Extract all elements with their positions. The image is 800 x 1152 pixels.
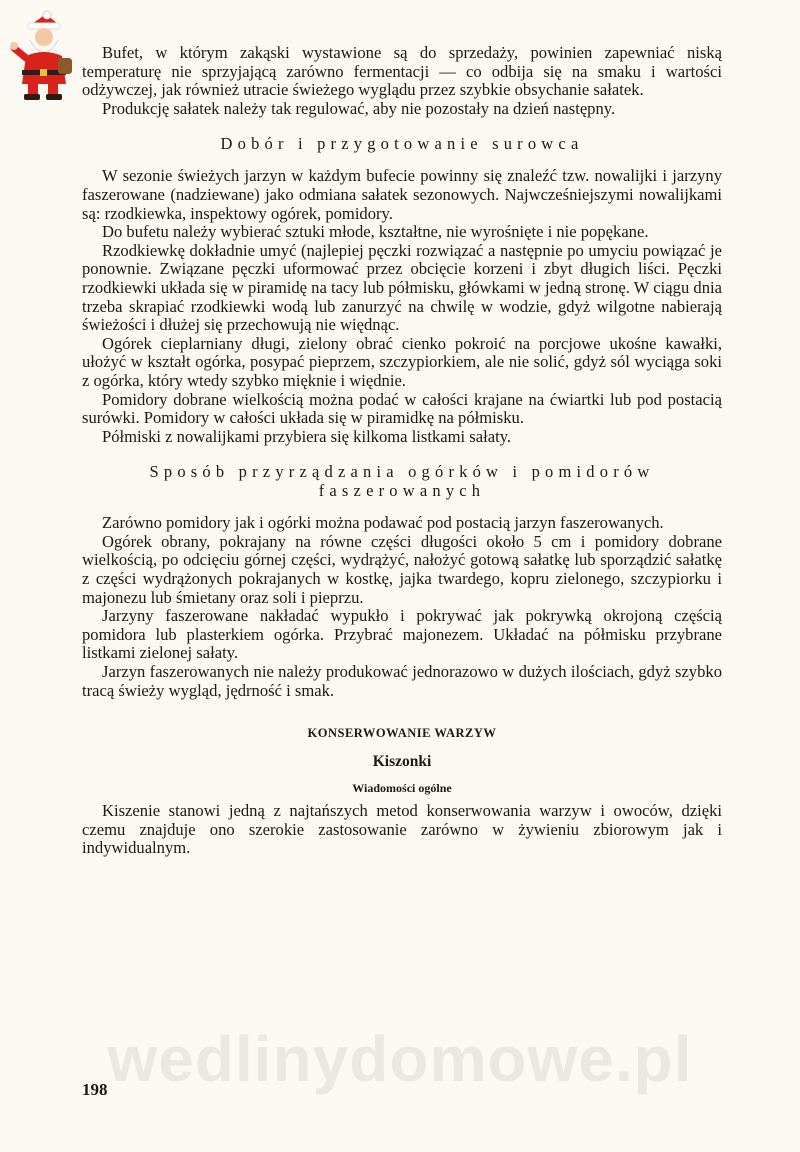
page-content xyxy=(82,44,722,858)
paragraph: Jarzyny faszerowane nakładać wypukło i pokrywać jak pokrywką okrojoną częścią pomidora lub plasterkiem ogórka. Przybrać majonezem. Układać na półmisku przybrane listkami zielonej sałaty. xyxy=(82,606,722,663)
paragraph: Bufet, w którym zakąski wystawione są do sprzedaży, powinien zapewniać niską temperaturę nie sprzyjającą zarówno fermentacji — co odbija się na smaku i wartości odżywczej, jak również utracie świeżego wyglądu przez szybkie obsychanie sałatek. xyxy=(82,43,722,100)
paragraph: Jarzyn faszerowanych nie należy produkować jednorazowo w dużych ilościach, gdyż szybko tracą świeży wygląd, jędrność i smak. xyxy=(82,662,722,700)
paragraph: Produkcję sałatek należy tak regulować, aby nie pozostały na dzień następny. xyxy=(102,98,616,118)
paragraph: Rzodkiewkę dokładnie umyć (najlepiej pęczki rozwiązać a następnie po umyciu powiązać je ponownie. Związane pęczki uformować przez obcięcie korzeni i zbyt długich liści. Pęczki rzodkiewki układa się w piramidę na tacy lub półmisku, główkami w jedną stronę. W ciągu dnia trzeba skrapiać rzodkiewki wodą lub zanurzyć na chwilę w wodzie, gdyż wilgotne nabierają świeżości i dłużej się przechowują nie więdnąc. xyxy=(82,240,722,335)
subheading: Kiszonki xyxy=(372,753,432,771)
paragraph: W sezonie świeżych jarzyn w każdym bufecie powinny się znaleźć tzw. nowalijki i jarzyny faszerowane (nadziewane) jako odmiana sałatek sezonowych. Najwcześniejszymi nowalijkami są: rzodkiewka, inspektowy ogórek, pomidory. xyxy=(82,166,722,223)
santa-logo xyxy=(10,10,76,102)
paragraph: Półmiski z nowalijkami przybiera się kilkoma listkami sałaty. xyxy=(102,426,512,446)
paragraph: Kiszenie stanowi jedną z najtańszych metod konserwowania warzyw i owoców, dzięki czemu znajduje ono szerokie zastosowanie zarówno w żywieniu zbiorowym jak i indywidualnym. xyxy=(82,801,722,858)
subsubheading: Wiadomości ogólne xyxy=(352,781,452,796)
paragraph: Pomidory dobrane wielkością można podać w całości krajane na ćwiartki lub pod postacią surówki. Pomidory w całości układa się w piramidkę na półmisku. xyxy=(82,389,722,428)
page-number: 198 xyxy=(82,1080,108,1099)
section-title-dobor: Dobór i przygotowanie surowca xyxy=(220,134,584,154)
section-title-sposob: Sposób przyrządzania ogórków i pomidorów faszerowanych xyxy=(149,462,655,501)
watermark: wedlinydomowe.pl xyxy=(107,1023,693,1095)
paragraph: Ogórek cieplarniany długi, zielony obrać cienko pokroić na porcjowe ukośne kawałki, ułożyć w kształt ogórka, posypać pieprzem, szczypiorkiem, ale nie solić, gdyż sól wyciąga soki z ogórka, który wtedy szybko mięknie i więdnie. xyxy=(82,333,722,390)
paragraph: Ogórek obrany, pokrajany na równe części długości około 5 cm i pomidory dobrane wielkością, po odcięciu górnej części, wydrążyć, nałożyć gotową sałatkę lub sporządzić sałatkę z części wydrążonych pokrajanych w kostkę, jajka twardego, kopru zielonego, szczypiorku i majonezu lub śmietany oraz soli i pieprzu. xyxy=(82,531,722,607)
chapter-heading: KONSERWOWANIE WARZYW xyxy=(307,726,497,741)
paragraph: Zarówno pomidory jak i ogórki można podawać pod postacią jarzyn faszerowanych. xyxy=(102,513,664,533)
paragraph: Do bufetu należy wybierać sztuki młode, kształtne, nie wyrośnięte i nie popękane. xyxy=(102,222,649,242)
